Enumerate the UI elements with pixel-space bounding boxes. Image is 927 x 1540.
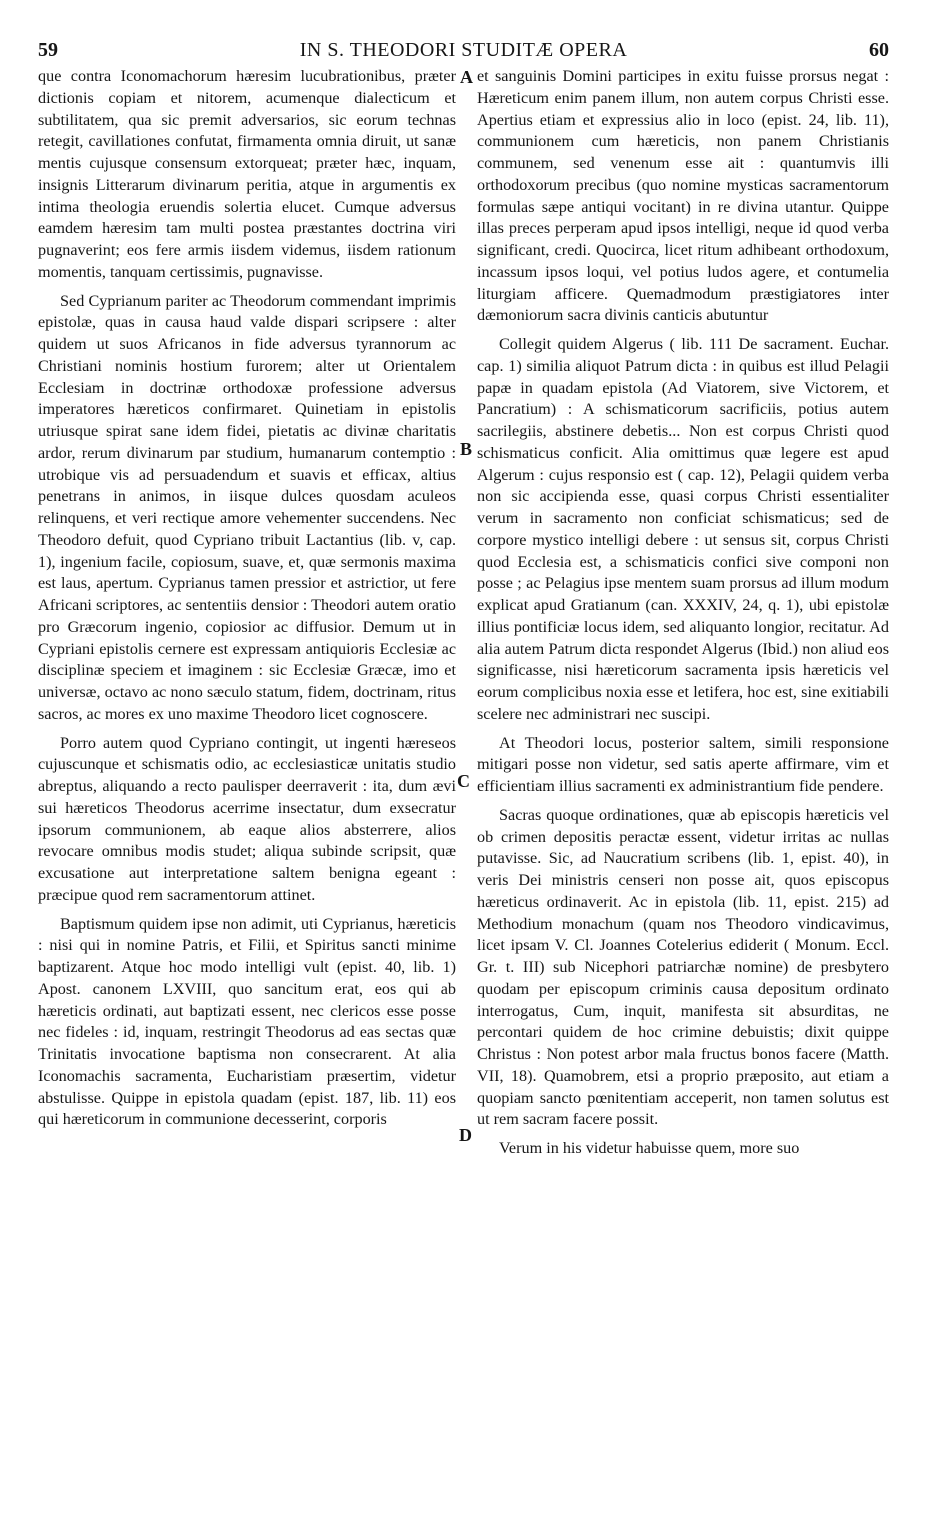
margin-letter-c: C <box>457 771 470 791</box>
margin-letter-d: D <box>459 1125 472 1145</box>
right-paragraph-4: Sacras quoque ordinationes, quæ ab episcopis hæreticis vel ob crimen depositis peractæ essent, videtur irritas ac nullas putavisse. Sic, ad Naucratium scribens (lib. 1, epist. 40), in veris Dei ministris censeri non posse ait, quos episcopus hæreticus ordinaverit. Ac in epistola (lib. 11, epist. 215) ad Methodium monachum (quam nos Theodoro vindicavimus, licet ipsam V. Cl. Joannes Cotelerius ediderit ( Monum. Eccl. Gr. t. III) sub Nicephori patriarchæ nomine) de presbytero quodam per episcopum criminis causa depositum ordinato interrogatus, Cum, inquit, manifesta sit absurditas, ne percontari quidem de hoc crimine debuistis; dixit quippe Christus : Non potest arbor mala fructus bonos facere (Matth. VII, 18). Quamobrem, etsi a proprio præposito, aut etiam a quopiam sancto pœnitentiam acceperit, non tamen solutus est ut rem sacram facere possit. <box>477 805 889 1129</box>
left-paragraph-4: Baptismum quidem ipse non adimit, uti Cyprianus, hæreticis : nisi qui in nomine Patris, et Filii, et Spiritus sancti minime baptizarent. Atque hoc modo intelligi vult (epist. 40, lib. 1) Apost. canonem LXVIII, quo sancitum erat, eos qui ab hæreticis ordinati, aut baptizati essent, nec clericos esse posse nec fideles : id, inquam, restringit Theodorus ad eas sectas quæ Trinitatis invocatione baptisma non consecrarent. At alia Iconomachis sacramenta, Eucharistiam præsertim, videtur abstulisse. Quippe in epistola quadam (epist. 187, lib. 11) eos qui hæreticorum in communione decesserint, corporis <box>38 914 456 1129</box>
right-paragraph-1: et sanguinis Domini participes in exitu fuisse prorsus negat : Hæreticum enim panem illum, non autem corpus Christi esse. Apertius etiam et expressius alio in loco (epist. 24, lib. 11), communionem cum hæreticis, non panem Christianis communem, sed venenum esse ait : quantumvis illi orthodoxorum precibus (quo nomine mysticas sacramentorum formulas sæpe antiqui vocitant) in re divina utantur. Quippe illas preces perperam apud ipsos intelligi, neque id quod verba significant, credi. Quocirca, licet ritum adhibeant orthodoxum, incassum ipsos loqui, vel potius ludos agere, et contumelia liturgiam afficere. Quemadmodum præstigiatores inter dæmoniorum sacra divinis canticis abutuntur <box>477 67 889 325</box>
page-number-right: 60 <box>869 39 889 61</box>
page-number-left: 59 <box>38 39 58 61</box>
margin-letter-b: B <box>460 439 473 459</box>
running-title: IN S. THEODORI STUDITÆ OPERA <box>299 39 628 61</box>
left-paragraph-3: Porro autem quod Cypriano contingit, ut ingenti hæreseos cujuscunque et schismatis odio, ac ecclesiasticæ unitatis studio abreptus, aliquando a recto paulisper deerraverit : ita, dum ævi sui hæreticos Theodorus acerrime insectatur, dum exsecratur ipsorum communionem, ab eaque alios absterrere, alios revocare omnibus modis studet; aliqua subinde scripsit, quæ excusatione aut interpretatione saltem benigna egeant : præcipue quod rem sacramentorum attinet. <box>38 733 456 904</box>
right-paragraph-5: Verum in his videtur habuisse quem, more suo <box>499 1139 800 1157</box>
running-header <box>38 36 889 64</box>
right-paragraph-2: Collegit quidem Algerus ( lib. 111 De sacrament. Euchar. cap. 1) similia aliquot Patrum dicta : in quibus est illud Pelagii papæ in quadam epistola (Ad Viatorem, sive Victorem, et Pancratium) : A schismaticorum sacrificiis, potius autem sacrilegiis, abstinere debetis... Non est corpus Christi quod schismaticus conficit. Alia omittimus quæ legere est apud Algerum : cujus responsio est ( cap. 12), Pelagii quidem verba non sic accipienda esse, quasi corpus Christi essentialiter verum in sacramento non conficiat schismaticus; sed de corpore mystico intelligi debere : ut sensus sit, corpus Christi quod Ecclesia est, a schismaticis confici sive componi non posse ; ac Pelagius ipse mentem suam prorsus ad illum modum explicat apud Gratianum (can. XXXIV, 24, q. 1), ubi epistolæ illius pontificiæ locus idem, sed aliquanto longior, recitatur. Ad alia autem Patrum dicta respondet Algerus (Ibid.) non aliud eos significasse, nisi hæreticorum sacramenta ipsis hæreticis vel eorum complicibus noxia esse et letifera, hoc est, sine exitiabili scelere nec administrari nec suscipi. <box>477 335 889 723</box>
margin-letter-a: A <box>460 67 473 87</box>
right-paragraph-3: At Theodori locus, posterior saltem, simili responsione mitigari posse non videtur, sed satis aperte affirmare, vim et efficientiam illius sacramenti ex administrantium fide pendere. <box>477 733 889 795</box>
left-paragraph-2: Sed Cyprianum pariter ac Theodorum commendant imprimis epistolæ, quas in causa haud valde dispari scripsere : alter quidem ut suos Africanos in fide adversus tyrannorum ac Christiani nominis hostium furorem; alter ut Orientalem Ecclesiam in doctrinæ orthodoxæ professione adversus imperatores hæreticos confirmaret. Quinetiam in epistolis utriusque spirat sane idem fidei, pietatis ac divinæ charitatis ardor, rerum divinarum par studium, humanarum contemptio : utrobique vis ad persuadendum et suavis et efficax, altius penetrans in animos, in iisque dulces quosdam aculeos relinquens, et veri rectique amore vehementer succendens. Nec Theodoro defuit, quod Cypriano tribuit Lactantius (lib. v, cap. 1), ingenium facile, copiosum, suave, et, quæ sermonis maxima est laus, apertum. Cyprianus tamen pressior et astrictior, ut fere Africani scriptores, ac sententiis densior : Theodori autem oratio pro Græcorum ingenio, copiosior ac diffusior. Demum ut in Cypriani epistolis cernere est expressam antiquioris Ecclesiæ ac disciplinæ speciem et imaginem : sic Ecclesiæ Græcæ, imo et universæ, octavo ac nono sæculo statum, fidem, doctrinam, ritus sacros, ac mores ex uno maxime Theodoro licet cognoscere. <box>38 291 456 723</box>
right-column <box>477 66 889 1160</box>
left-paragraph-1: que contra Iconomachorum hæresim lucubrationibus, præter dictionis copiam et nitorem, acumenque dialecticum et subtilitatem, qua sic premit adversarios, sic eorum technas retegit, cavillationes confutat, firmamenta omnia diruit, ut sanæ mentis cujusque consensum extorqueat; præter hæc, inquam, insignis Litterarum divinarum peritia, atque in argumentis ex intima theologia eruendis solertia elucet. Cumque adversus eamdem hæresim tam multi postea præstantes doctrina viri pugnaverint; eos fere armis iisdem videmus, iisdem rationum momentis, tanquam certissimis, pugnavisse. <box>38 67 456 281</box>
left-column <box>38 66 456 1131</box>
